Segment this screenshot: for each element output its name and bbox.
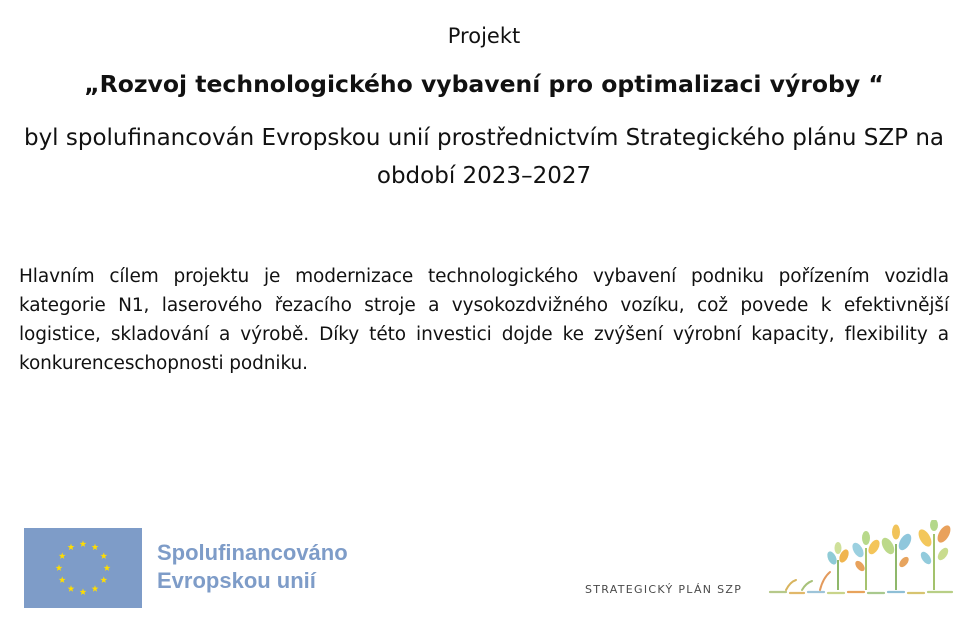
eu-line-1: Spolufinancováno [157, 540, 348, 565]
eu-star-icon [68, 544, 75, 551]
eu-star-icon [59, 576, 66, 583]
page-label: Projekt [447, 24, 521, 48]
eu-star-icon [59, 552, 66, 559]
eu-line-2: Evropskou unií [157, 568, 316, 593]
eu-stars-circle [24, 528, 142, 608]
eu-star-icon [80, 588, 87, 595]
project-description: Hlavním cílem projektu je modernizace technologického vybavení podniku pořízením vozidla kategorie N1, laserového řezacího stroje a vysokozdvižného vozíku, což povede k efektivnější logistice, skladování a výrobě. Díky této investici dojde ke zvýšení výrobní kapacity, flexibility a konkurenceschopnosti podniku. [19, 266, 949, 374]
eu-star-icon [100, 552, 107, 559]
szp-trees-logo [768, 520, 956, 600]
eu-star-icon [104, 564, 111, 571]
eu-star-icon [92, 585, 99, 592]
szp-label: STRATEGICKÝ PLÁN SZP [585, 583, 743, 596]
eu-flag-icon [24, 528, 142, 608]
project-subtitle: byl spolufinancován Evropskou unií prostřednictvím Strategického plánu SZP na období 2023–2027 [23, 125, 945, 189]
eu-cofinanced-text [157, 539, 348, 595]
project-title: „Rozvoj technologického vybavení pro optimalizaci výroby “ [84, 70, 884, 98]
eu-star-icon [68, 585, 75, 592]
eu-star-icon [56, 564, 63, 571]
eu-star-icon [92, 544, 99, 551]
eu-star-icon [100, 576, 107, 583]
eu-star-icon [80, 540, 87, 547]
